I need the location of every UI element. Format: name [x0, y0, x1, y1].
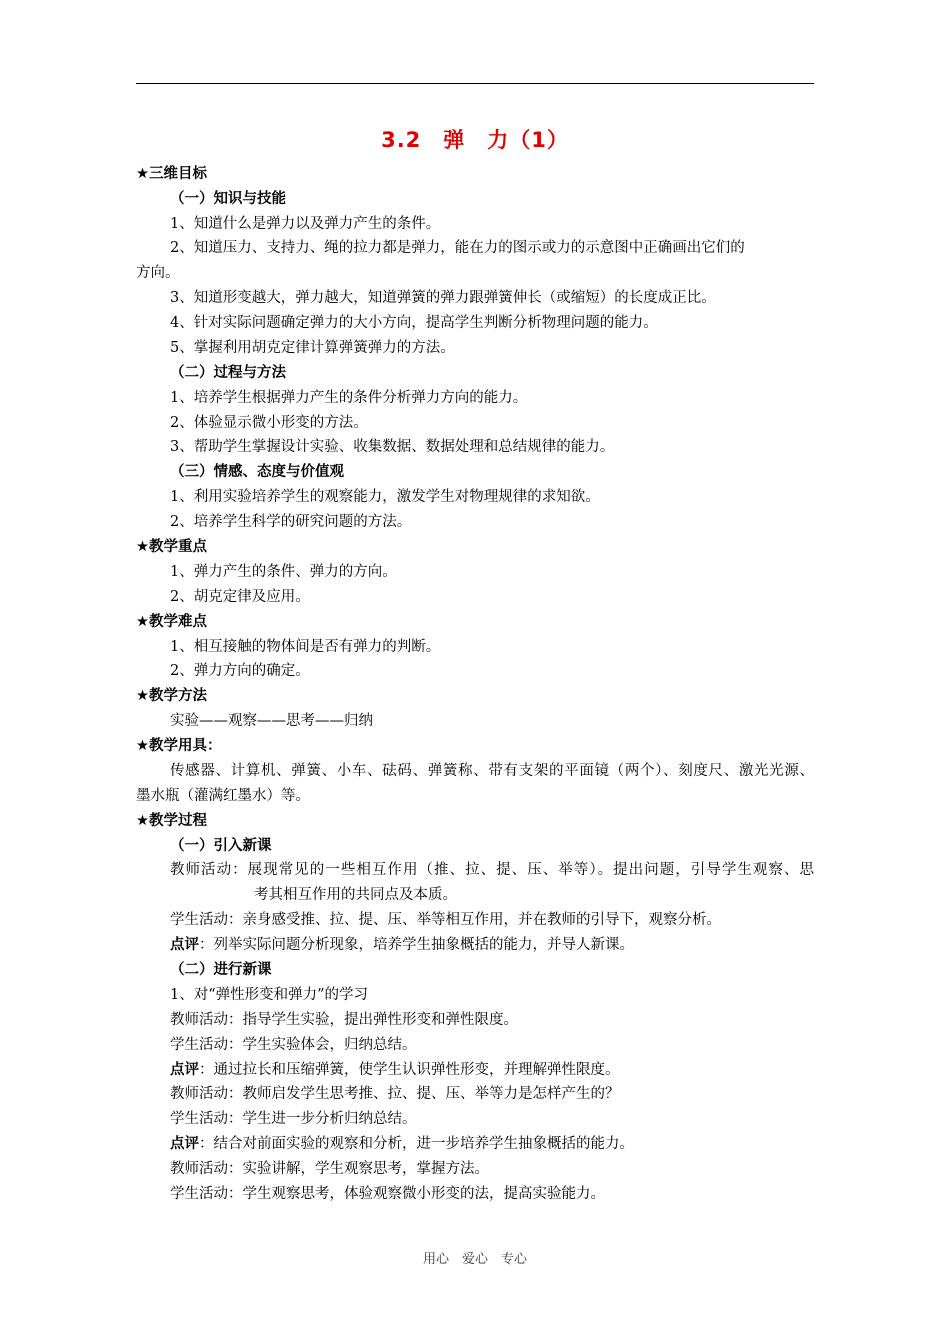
subheading-knowledge: （一）知识与技能	[170, 191, 286, 207]
comment	[170, 1060, 620, 1080]
subheading-newlesson: （二）进行新课	[170, 962, 272, 978]
heading-method: ★教学方法	[136, 688, 207, 704]
goal-item: 3、知道形变越大，弹力越大，知道弹簧的弹力跟弹簧伸长（或缩短）的长度成正比。	[170, 290, 716, 306]
focus-item: 2、胡克定律及应用。	[170, 589, 310, 605]
comment-label: 点评	[170, 1062, 199, 1078]
goal-item: 1、知道什么是弹力以及弹力产生的条件。	[170, 216, 441, 232]
goal-item: 1、利用实验培养学生的观察能力，激发学生对物理规律的求知欲。	[170, 489, 600, 505]
goal-item: 1、培养学生根据弹力产生的条件分析弹力方向的能力。	[170, 390, 528, 406]
goal-item: 2、知道压力、支持力、绳的拉力都是弹力，能在力的图示或力的示意图中正确画出它们的	[170, 240, 745, 256]
header-rule	[136, 83, 814, 84]
teacher-activity: 教师活动：教师启发学生思考推、拉、提、压、举等力是怎样产生的？	[170, 1086, 620, 1102]
method-text: 实验——观察——思考——归纳	[170, 713, 373, 729]
focus-item: 1、弹力产生的条件、弹力的方向。	[170, 564, 397, 580]
comment-label: 点评	[170, 1136, 199, 1152]
teacher-activity: 教师活动：展现常见的一些相互作用（推、拉、提、压、举等）。提出问题，引导学生观察、思	[170, 862, 814, 878]
heading-difficulty: ★教学难点	[136, 614, 207, 630]
heading-goals: ★三维目标	[136, 166, 207, 182]
subheading-process: （二）过程与方法	[170, 365, 286, 381]
goal-item-cont: 方向。	[136, 265, 180, 281]
comment-text: ：通过拉长和压缩弹簧，使学生认识弹性形变，并理解弹性限度。	[199, 1062, 620, 1078]
student-activity: 学生活动：亲身感受推、拉、提、压、举等相互作用，并在教师的引导下，观察分析。	[170, 912, 721, 928]
subheading-emotion: （三）情感、态度与价值观	[170, 464, 344, 480]
heading-procedure: ★教学过程	[136, 813, 207, 829]
goal-item: 4、针对实际问题确定弹力的大小方向，提高学生判断分析物理问题的能力。	[170, 315, 658, 331]
tools-text: 传感器、计算机、弹簧、小车、砝码、弹簧称、带有支架的平面镜（两个）、刻度尺、激光光源、	[170, 763, 814, 779]
subheading-intro: （一）引入新课	[170, 838, 272, 854]
page-title: 3.2 弹 力（1）	[381, 128, 569, 152]
teacher-activity-cont: 考其相互作用的共同点及本质。	[254, 887, 457, 903]
goal-item: 3、帮助学生掌握设计实验、收集数据、数据处理和总结规律的能力。	[170, 439, 615, 455]
difficulty-item: 2、弹力方向的确定。	[170, 663, 310, 679]
teacher-activity: 教师活动：实验讲解，学生观察思考，掌握方法。	[170, 1161, 489, 1177]
student-activity: 学生活动：学生实验体会，归纳总结。	[170, 1037, 417, 1053]
goal-item: 2、体验显示微小形变的方法。	[170, 415, 368, 431]
difficulty-item: 1、相互接触的物体间是否有弹力的判断。	[170, 639, 441, 655]
lesson-item: 1、对“弹性形变和弹力”的学习	[170, 987, 369, 1003]
goal-item: 5、掌握利用胡克定律计算弹簧弹力的方法。	[170, 340, 455, 356]
student-activity: 学生活动：学生观察思考，体验观察微小形变的法，提高实验能力。	[170, 1186, 605, 1202]
comment-text: ：结合对前面实验的观察和分析，进一步培养学生抽象概括的能力。	[199, 1136, 634, 1152]
page-footer: 用心 爱心 专心	[422, 1252, 527, 1267]
comment	[170, 1134, 634, 1154]
heading-focus: ★教学重点	[136, 539, 207, 555]
comment	[170, 935, 634, 955]
heading-tools: ★教学用具：	[136, 738, 222, 754]
comment-text: ：列举实际问题分析现象，培养学生抽象概括的能力，并导人新课。	[199, 937, 634, 953]
comment-label: 点评	[170, 937, 199, 953]
goal-item: 2、培养学生科学的研究问题的方法。	[170, 514, 412, 530]
teacher-activity: 教师活动：指导学生实验，提出弹性形变和弹性限度。	[170, 1012, 518, 1028]
student-activity: 学生活动：学生进一步分析归纳总结。	[170, 1111, 417, 1127]
tools-text-cont: 墨水瓶（灌满红墨水）等。	[136, 788, 310, 804]
